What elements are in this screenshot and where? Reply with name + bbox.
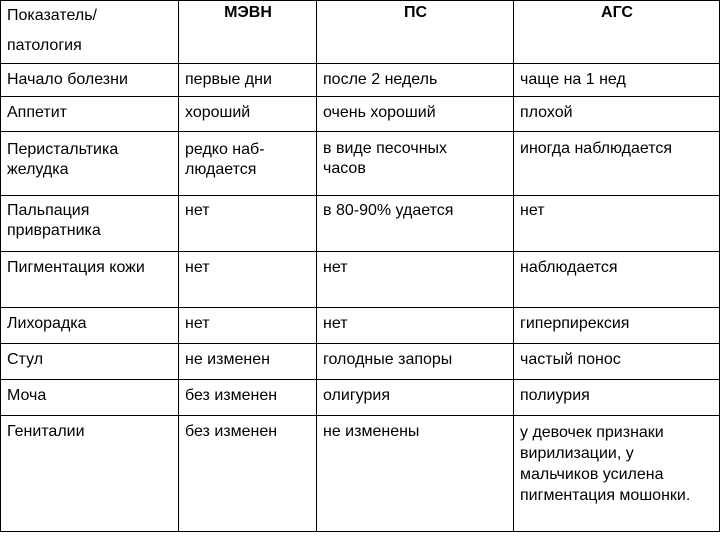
cell-ps: очень хороший <box>317 97 514 132</box>
header-ags: АГС <box>514 1 720 64</box>
table-row <box>1 344 720 380</box>
cell-mevn: нет <box>179 252 317 308</box>
row-label: Лихорадка <box>1 308 179 344</box>
table-row <box>1 97 720 132</box>
cell-mevn: нет <box>179 196 317 252</box>
header-row <box>1 1 720 64</box>
row-label: Моча <box>1 380 179 416</box>
cell-mevn: не изменен <box>179 344 317 380</box>
row-label: Аппетит <box>1 97 179 132</box>
cell-mevn: хороший <box>179 97 317 132</box>
table-row <box>1 416 720 532</box>
row-label: Перистальтика желудка <box>1 132 179 196</box>
cell-ags: у девочек признаки вирилизации, у мальчиков усилена пигментация мошонки. <box>514 416 720 532</box>
cell-ps: голодные запоры <box>317 344 514 380</box>
table-row <box>1 132 720 196</box>
row-label: Стул <box>1 344 179 380</box>
table-row <box>1 196 720 252</box>
cell-ps: в 80-90% удается <box>317 196 514 252</box>
table-row <box>1 252 720 308</box>
row-label: Пигментация кожи <box>1 252 179 308</box>
cell-ps: олигурия <box>317 380 514 416</box>
header-mevn: МЭВН <box>179 1 317 64</box>
table-row <box>1 64 720 97</box>
cell-ags: иногда наблюдается <box>514 132 720 196</box>
cell-ps: в виде песочных часов <box>317 132 514 196</box>
cell-ags: частый понос <box>514 344 720 380</box>
header-indicator: Показатель/ патология <box>1 1 179 64</box>
table-row <box>1 380 720 416</box>
cell-ags: наблюдается <box>514 252 720 308</box>
cell-ps: не изменены <box>317 416 514 532</box>
cell-mevn: первые дни <box>179 64 317 97</box>
cell-ps: нет <box>317 308 514 344</box>
cell-mevn: редко наб- людается <box>179 132 317 196</box>
row-label: Пальпация привратника <box>1 196 179 252</box>
cell-ps: после 2 недель <box>317 64 514 97</box>
cell-ags: гиперпирексия <box>514 308 720 344</box>
cell-ags: полиурия <box>514 380 720 416</box>
cell-mevn: без изменен <box>179 416 317 532</box>
table-row <box>1 308 720 344</box>
cell-mevn: без изменен <box>179 380 317 416</box>
row-label: Гениталии <box>1 416 179 532</box>
row-label: Начало болезни <box>1 64 179 97</box>
cell-ags: нет <box>514 196 720 252</box>
cell-ags: плохой <box>514 97 720 132</box>
cell-ps: нет <box>317 252 514 308</box>
header-ps: ПС <box>317 1 514 64</box>
cell-mevn: нет <box>179 308 317 344</box>
cell-ags: чаще на 1 нед <box>514 64 720 97</box>
